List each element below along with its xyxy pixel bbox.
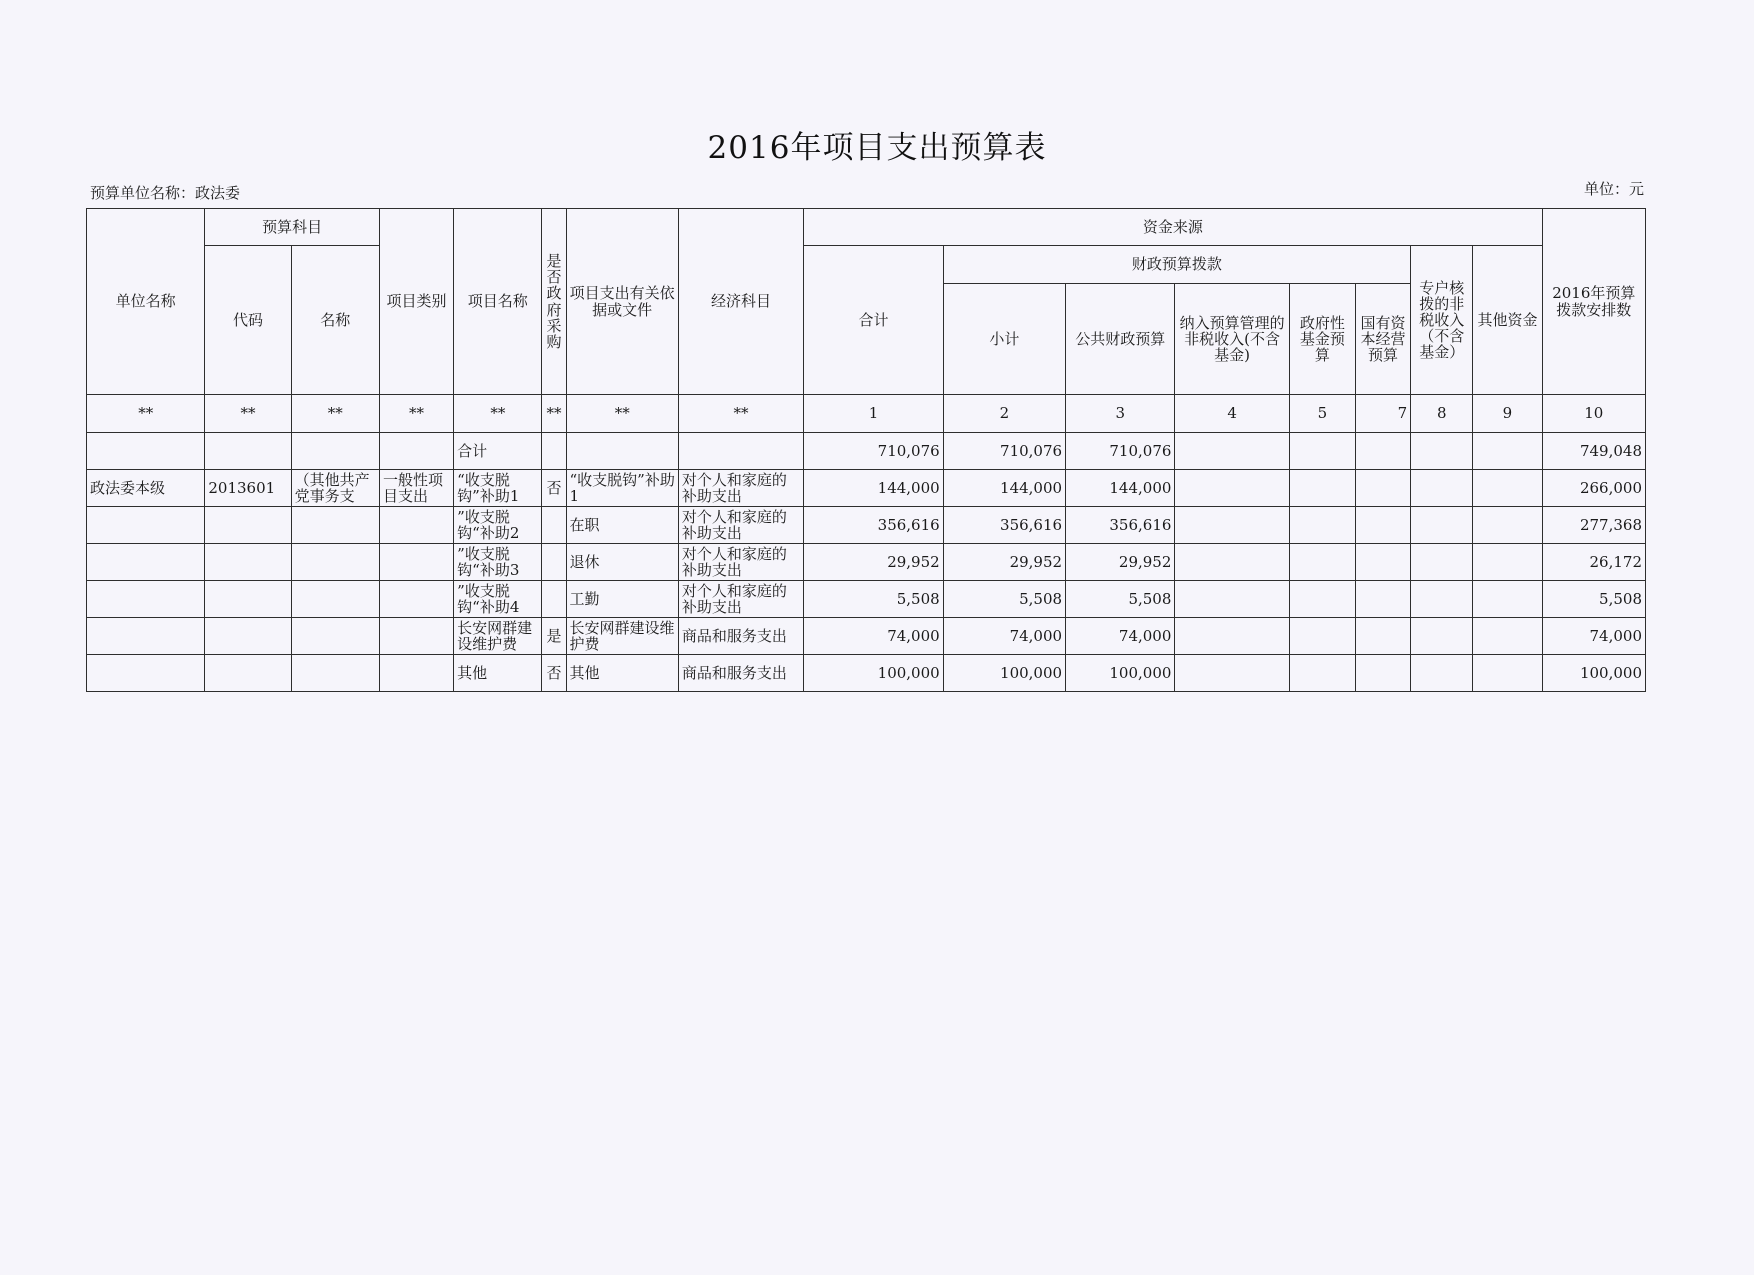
procurement-cell (542, 433, 566, 470)
project-name-cell: ”收支脱钩“补助2 (454, 507, 542, 544)
public-fiscal-cell: 710,076 (1066, 433, 1175, 470)
project-type-cell (379, 507, 453, 544)
econ-subject-cell: 商品和服务支出 (678, 618, 803, 655)
other-funds-cell (1473, 655, 1542, 692)
special-non-tax-cell (1411, 507, 1473, 544)
header-unit-name: 单位名称 (87, 209, 205, 395)
table-row (87, 433, 1646, 470)
table-row (87, 470, 1646, 507)
non-tax-cell (1175, 581, 1289, 618)
total-cell: 100,000 (804, 655, 943, 692)
header-gov-fund: 政府性基金预算 (1289, 284, 1355, 395)
code-cell (205, 433, 291, 470)
unit-name-cell (87, 433, 205, 470)
index-cell: 10 (1542, 395, 1645, 433)
project-name-cell: “收支脱钩”补助1 (454, 470, 542, 507)
econ-subject-cell (678, 433, 803, 470)
special-non-tax-cell (1411, 581, 1473, 618)
basis-cell: 工勤 (566, 581, 678, 618)
state-capital-cell (1355, 655, 1410, 692)
gov-fund-cell (1289, 433, 1355, 470)
index-cell: 3 (1066, 395, 1175, 433)
procurement-cell: 是 (542, 618, 566, 655)
prior-year-cell: 26,172 (1542, 544, 1645, 581)
header-project-type: 项目类别 (379, 209, 453, 395)
header-special-non-tax: 专户核拨的非税收入（不含基金） (1411, 246, 1473, 395)
currency-unit-label: 单位：元 (1583, 180, 1644, 198)
index-cell: ** (678, 395, 803, 433)
table-row (87, 581, 1646, 618)
state-capital-cell (1355, 618, 1410, 655)
gov-fund-cell (1289, 470, 1355, 507)
subtotal-cell: 29,952 (943, 544, 1065, 581)
unit-name-cell (87, 544, 205, 581)
header-total: 合计 (804, 246, 943, 395)
header-project-name: 项目名称 (454, 209, 542, 395)
header-fiscal-allocation: 财政预算拨款 (943, 246, 1410, 284)
project-type-cell (379, 655, 453, 692)
other-funds-cell (1473, 581, 1542, 618)
state-capital-cell (1355, 433, 1410, 470)
index-cell: 4 (1175, 395, 1289, 433)
total-cell: 356,616 (804, 507, 943, 544)
non-tax-cell (1175, 470, 1289, 507)
total-cell: 144,000 (804, 470, 943, 507)
prior-year-cell: 100,000 (1542, 655, 1645, 692)
subject-name-cell (291, 581, 379, 618)
econ-subject-cell: 对个人和家庭的补助支出 (678, 544, 803, 581)
other-funds-cell (1473, 470, 1542, 507)
code-cell: 2013601 (205, 470, 291, 507)
subtotal-cell: 100,000 (943, 655, 1065, 692)
code-cell (205, 544, 291, 581)
header-public-fiscal: 公共财政预算 (1066, 284, 1175, 395)
special-non-tax-cell (1411, 655, 1473, 692)
header-procurement: 是否政府采购 (542, 209, 566, 395)
non-tax-cell (1175, 544, 1289, 581)
basis-cell (566, 433, 678, 470)
non-tax-cell (1175, 655, 1289, 692)
header-state-capital: 国有资本经营预算 (1355, 284, 1410, 395)
budget-table (86, 208, 1646, 692)
total-cell: 74,000 (804, 618, 943, 655)
table-row (87, 618, 1646, 655)
project-type-cell (379, 618, 453, 655)
public-fiscal-cell: 100,000 (1066, 655, 1175, 692)
table-row (87, 544, 1646, 581)
gov-fund-cell (1289, 581, 1355, 618)
index-cell: ** (379, 395, 453, 433)
total-cell: 710,076 (804, 433, 943, 470)
code-cell (205, 655, 291, 692)
prior-year-cell: 266,000 (1542, 470, 1645, 507)
index-cell: 8 (1411, 395, 1473, 433)
public-fiscal-cell: 5,508 (1066, 581, 1175, 618)
subtotal-cell: 5,508 (943, 581, 1065, 618)
gov-fund-cell (1289, 655, 1355, 692)
prior-year-cell: 277,368 (1542, 507, 1645, 544)
public-fiscal-cell: 74,000 (1066, 618, 1175, 655)
prior-year-cell: 74,000 (1542, 618, 1645, 655)
index-cell: ** (87, 395, 205, 433)
header-subtotal: 小计 (943, 284, 1065, 395)
non-tax-cell (1175, 507, 1289, 544)
unit-name-cell (87, 618, 205, 655)
index-cell: ** (291, 395, 379, 433)
code-cell (205, 618, 291, 655)
header-name: 名称 (291, 246, 379, 395)
special-non-tax-cell (1411, 433, 1473, 470)
project-type-cell (379, 433, 453, 470)
gov-fund-cell (1289, 507, 1355, 544)
basis-cell: 在职 (566, 507, 678, 544)
index-cell: ** (566, 395, 678, 433)
index-cell: 2 (943, 395, 1065, 433)
project-name-cell: ”收支脱钩“补助3 (454, 544, 542, 581)
other-funds-cell (1473, 433, 1542, 470)
other-funds-cell (1473, 507, 1542, 544)
other-funds-cell (1473, 618, 1542, 655)
state-capital-cell (1355, 470, 1410, 507)
header-fund-source: 资金来源 (804, 209, 1542, 246)
table-row (87, 655, 1646, 692)
econ-subject-cell: 对个人和家庭的补助支出 (678, 470, 803, 507)
budget-unit-label: 预算单位名称：政法委 (90, 184, 241, 202)
unit-name-cell (87, 507, 205, 544)
special-non-tax-cell (1411, 544, 1473, 581)
project-type-cell (379, 581, 453, 618)
project-type-cell (379, 544, 453, 581)
header-budget-subject: 预算科目 (205, 209, 380, 246)
unit-name-cell (87, 655, 205, 692)
subtotal-cell: 144,000 (943, 470, 1065, 507)
total-cell: 5,508 (804, 581, 943, 618)
state-capital-cell (1355, 544, 1410, 581)
project-name-cell: 长安网群建设维护费 (454, 618, 542, 655)
non-tax-cell (1175, 433, 1289, 470)
gov-fund-cell (1289, 544, 1355, 581)
econ-subject-cell: 商品和服务支出 (678, 655, 803, 692)
subject-name-cell (291, 433, 379, 470)
index-cell: 5 (1289, 395, 1355, 433)
header-code: 代码 (205, 246, 291, 395)
basis-cell: 退休 (566, 544, 678, 581)
non-tax-cell (1175, 618, 1289, 655)
basis-cell: 长安网群建设维护费 (566, 618, 678, 655)
public-fiscal-cell: 356,616 (1066, 507, 1175, 544)
procurement-cell (542, 507, 566, 544)
special-non-tax-cell (1411, 618, 1473, 655)
table-body (87, 433, 1646, 692)
procurement-cell: 否 (542, 655, 566, 692)
subtotal-cell: 710,076 (943, 433, 1065, 470)
public-fiscal-cell: 144,000 (1066, 470, 1175, 507)
index-cell: ** (454, 395, 542, 433)
procurement-cell (542, 544, 566, 581)
state-capital-cell (1355, 581, 1410, 618)
project-name-cell: 合计 (454, 433, 542, 470)
subtotal-cell: 356,616 (943, 507, 1065, 544)
index-row (87, 395, 1646, 433)
prior-year-cell: 749,048 (1542, 433, 1645, 470)
code-cell (205, 581, 291, 618)
index-cell: ** (542, 395, 566, 433)
total-cell: 29,952 (804, 544, 943, 581)
index-cell: 7 (1355, 395, 1410, 433)
index-cell: 9 (1473, 395, 1542, 433)
subtotal-cell: 74,000 (943, 618, 1065, 655)
basis-cell: 其他 (566, 655, 678, 692)
index-cell: 1 (804, 395, 943, 433)
public-fiscal-cell: 29,952 (1066, 544, 1175, 581)
header-prior-year: 2016年预算拨款安排数 (1542, 209, 1645, 395)
procurement-cell: 否 (542, 470, 566, 507)
econ-subject-cell: 对个人和家庭的补助支出 (678, 581, 803, 618)
code-cell (205, 507, 291, 544)
index-cell: ** (205, 395, 291, 433)
unit-name-cell (87, 581, 205, 618)
project-name-cell: 其他 (454, 655, 542, 692)
subject-name-cell: （其他共产党事务支 (291, 470, 379, 507)
econ-subject-cell: 对个人和家庭的补助支出 (678, 507, 803, 544)
page-title: 2016年项目支出预算表 (707, 130, 1047, 166)
gov-fund-cell (1289, 618, 1355, 655)
subject-name-cell (291, 655, 379, 692)
table-row (87, 507, 1646, 544)
header-basis: 项目支出有关依据或文件 (566, 209, 678, 395)
header-other-funds: 其他资金 (1473, 246, 1542, 395)
prior-year-cell: 5,508 (1542, 581, 1645, 618)
basis-cell: “收支脱钩”补助1 (566, 470, 678, 507)
special-non-tax-cell (1411, 470, 1473, 507)
subject-name-cell (291, 507, 379, 544)
header-non-tax: 纳入预算管理的非税收入(不含基金) (1175, 284, 1289, 395)
project-name-cell: ”收支脱钩“补助4 (454, 581, 542, 618)
state-capital-cell (1355, 507, 1410, 544)
procurement-cell (542, 581, 566, 618)
header-econ-subject: 经济科目 (678, 209, 803, 395)
subject-name-cell (291, 618, 379, 655)
project-type-cell: 一般性项目支出 (379, 470, 453, 507)
other-funds-cell (1473, 544, 1542, 581)
table-header (87, 209, 1646, 433)
unit-name-cell: 政法委本级 (87, 470, 205, 507)
subject-name-cell (291, 544, 379, 581)
